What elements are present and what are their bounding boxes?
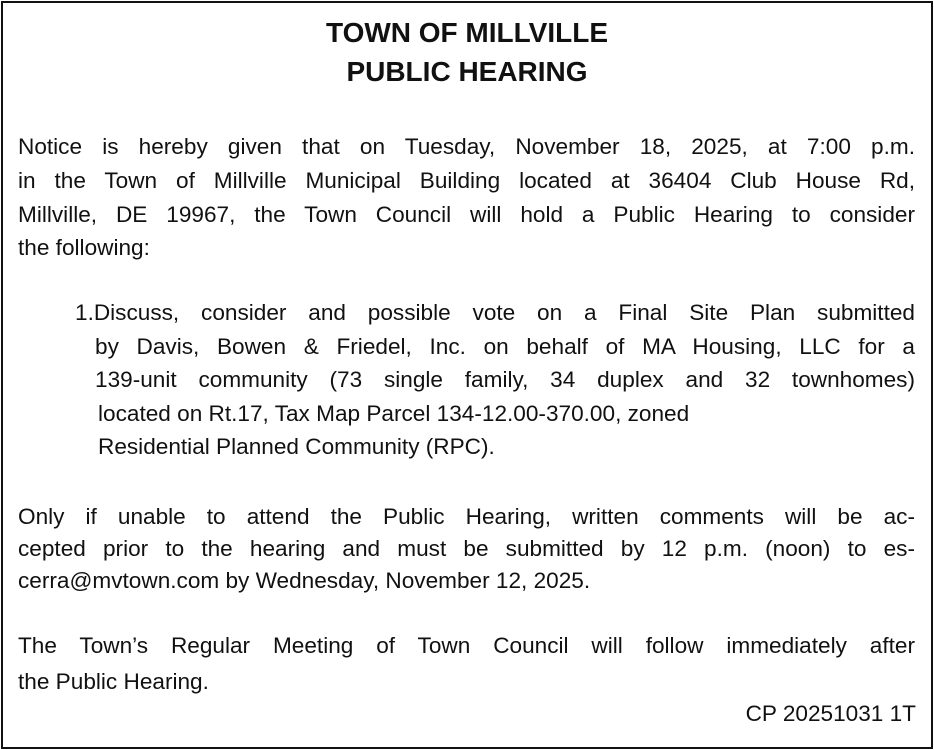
publication-code: CP 20251031 1T	[745, 701, 916, 726]
text-line: in the Town of Millville Municipal Building located at 36404 Club House Rd,	[18, 168, 915, 193]
text-line: 1.Discuss, consider and possible vote on a Final Site Plan submitted	[75, 300, 915, 325]
text-line: Residential Planned Community (RPC).	[98, 434, 495, 459]
notice-title: TOWN OF MILLVILLE	[325, 17, 609, 48]
text-line: the Public Hearing.	[18, 669, 209, 694]
text-line: Millville, DE 19967, the Town Council will hold a Public Hearing to consider	[18, 202, 915, 227]
text-line: cepted prior to the hearing and must be submitted by 12 p.m. (noon) to es-	[18, 536, 915, 561]
text-line: Only if unable to attend the Public Hearing, written comments will be ac-	[18, 504, 915, 529]
notice-subtitle: PUBLIC HEARING	[346, 56, 588, 87]
text-line: by Davis, Bowen & Friedel, Inc. on behalf of MA Housing, LLC for a	[95, 334, 915, 359]
text-line: 139-unit community (73 single family, 34 duplex and 32 townhomes)	[95, 367, 915, 392]
text-line: the following:	[18, 235, 150, 260]
text-line: Notice is hereby given that on Tuesday, November 18, 2025, at 7:00 p.m.	[18, 134, 915, 159]
text-line: cerra@mvtown.com by Wednesday, November 12, 2025.	[18, 568, 591, 593]
text-line: The Town’s Regular Meeting of Town Council will follow immediately after	[18, 633, 915, 658]
text-line: located on Rt.17, Tax Map Parcel 134-12.00-370.00, zoned	[98, 401, 690, 426]
